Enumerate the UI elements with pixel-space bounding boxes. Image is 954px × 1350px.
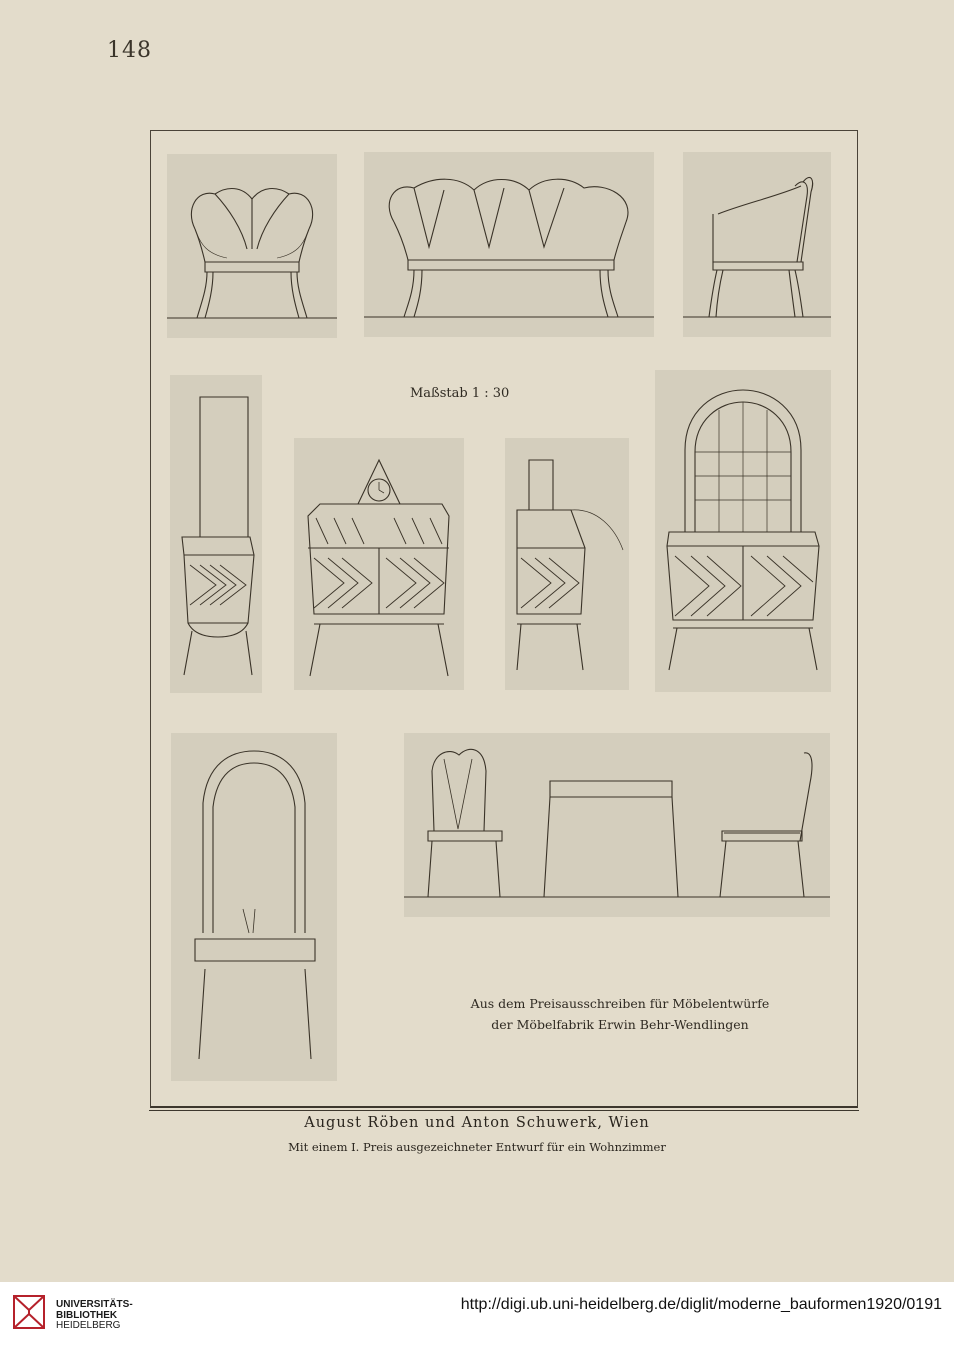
armchair-front-drawing (167, 154, 337, 338)
inner-caption-line-1: Aus dem Preisausschreiben für Möbelentwürfe (470, 996, 770, 1011)
library-name-line-1: UNIVERSITÄTS- (56, 1299, 133, 1310)
library-name-line-2: BIBLIOTHEK (56, 1309, 118, 1321)
cabinet-side-tall-drawing (170, 375, 262, 693)
writing-cabinet-with-clock-drawing (294, 438, 464, 690)
mirror-console-drawing (171, 733, 337, 1081)
armchair-side-drawing (683, 152, 831, 337)
source-url-link[interactable]: http://digi.ub.uni-heidelberg.de/diglit/moderne_bauformen1920/0191 (460, 1296, 942, 1313)
display-cabinet-drawing (655, 370, 831, 692)
footer-bar (0, 1282, 954, 1350)
page-number: 148 (107, 38, 152, 63)
scale-label: Maßstab 1 : 30 (410, 386, 510, 401)
library-name-line-3: HEIDELBERG (56, 1320, 121, 1331)
inner-caption-line-2: der Möbelfabrik Erwin Behr-Wendlingen (491, 1017, 749, 1032)
library-name (56, 1300, 133, 1332)
library-logo-icon (10, 1290, 48, 1332)
caption-title: August Röben und Anton Schuwerk, Wien (304, 1115, 650, 1131)
inner-caption (430, 993, 810, 1035)
chairs-and-table-drawing (404, 733, 830, 917)
writing-cabinet-side-drawing (505, 438, 629, 690)
sofa-front-drawing (364, 152, 654, 337)
caption-subtitle: Mit einem I. Preis ausgezeichneter Entwurf für ein Wohnzimmer (288, 1140, 666, 1154)
